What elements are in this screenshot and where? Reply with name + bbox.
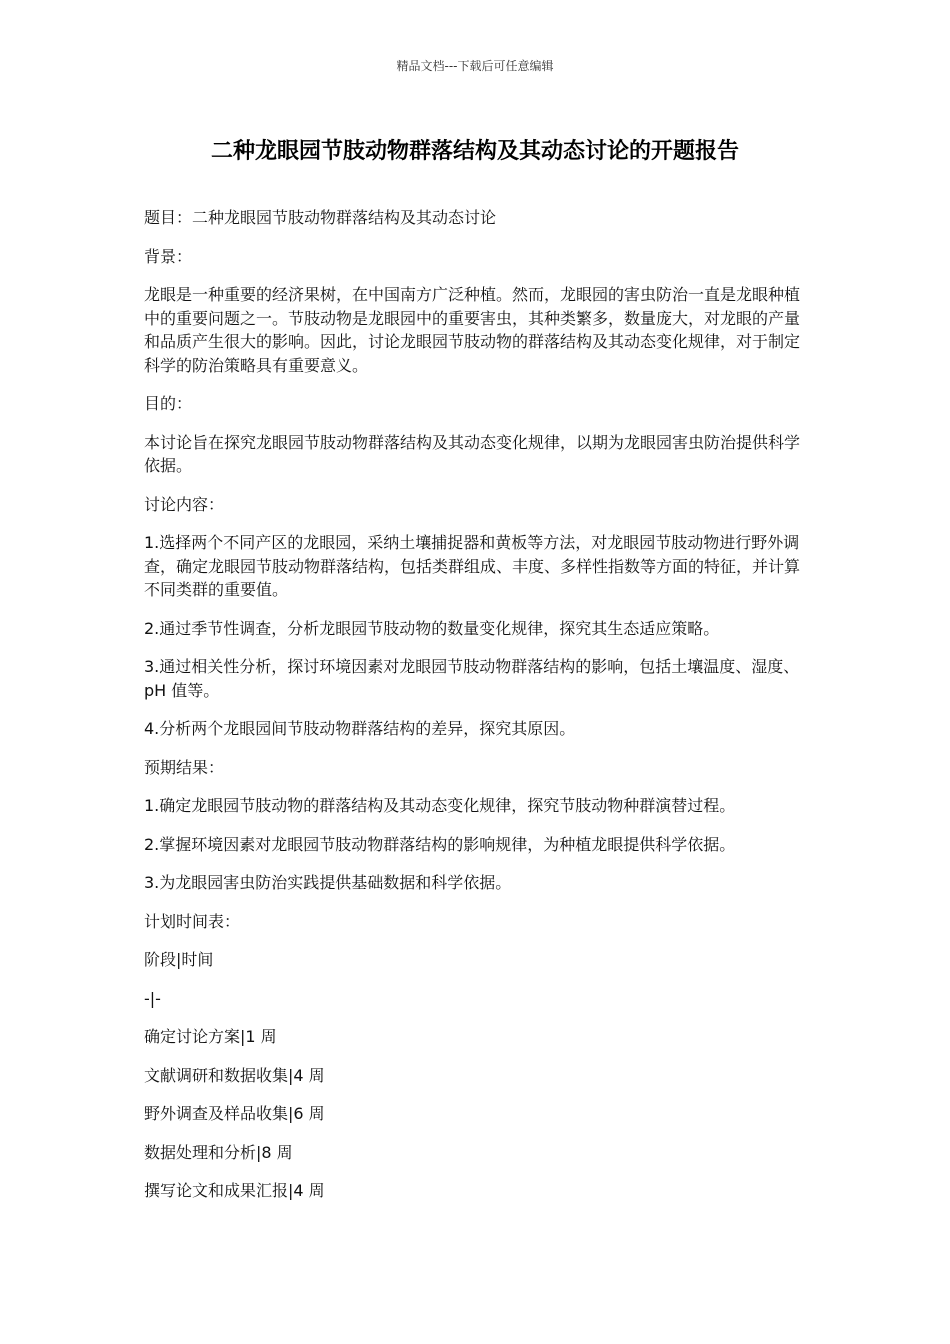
schedule-separator-row: -|-	[144, 988, 161, 1008]
schedule-row: 野外调查及样品收集|6 周	[144, 1104, 325, 1123]
section-heading-expected-results: 预期结果：	[144, 757, 225, 777]
background-paragraph: 龙眼是一种重要的经济果树，在中国南方广泛种植。然而，龙眼园的害虫防治一直是龙眼种植中的重要问题之一。节肢动物是龙眼园中的重要害虫，其种类繁多，数量庞大，对龙眼的产量和品质产生很大的影响。因此，讨论龙眼园节肢动物的群落结构及其动态变化规律，对于制定科学的防治策略具有重要意义。	[144, 285, 801, 375]
section-heading-purpose: 目的：	[144, 394, 193, 413]
topic-line: 题目：二种龙眼园节肢动物群落结构及其动态讨论	[144, 208, 497, 227]
section-heading-schedule: 计划时间表：	[144, 911, 241, 931]
result-item-3: 3.为龙眼园害虫防治实践提供基础数据和科学依据。	[144, 873, 512, 892]
content-item-1: 1.选择两个不同产区的龙眼园，采纳土壤捕捉器和黄板等方法，对龙眼园节肢动物进行野外调查，确定龙眼园节肢动物群落结构，包括类群组成、丰度、多样性指数等方面的特征，并计算不同类群的重要值。	[144, 533, 801, 599]
document-body	[144, 206, 806, 1218]
result-item-2: 2.掌握环境因素对龙眼园节肢动物群落结构的影响规律，为种植龙眼提供科学依据。	[144, 834, 736, 854]
section-heading-content: 讨论内容：	[144, 494, 225, 514]
purpose-paragraph: 本讨论旨在探究龙眼园节肢动物群落结构及其动态变化规律，以期为龙眼园害虫防治提供科学依据。	[144, 432, 801, 475]
result-item-1: 1.确定龙眼园节肢动物的群落结构及其动态变化规律，探究节肢动物种群演替过程。	[144, 796, 736, 815]
schedule-row: 确定讨论方案|1 周	[144, 1027, 277, 1046]
content-item-3: 3.通过相关性分析，探讨环境因素对龙眼园节肢动物群落结构的影响，包括土壤温度、湿度、pH 值等。	[144, 657, 800, 700]
schedule-header-row: 阶段|时间	[144, 950, 214, 969]
content-item-4: 4.分析两个龙眼园间节肢动物群落结构的差异，探究其原因。	[144, 719, 576, 738]
header-note: 精品文档---下载后可任意编辑	[396, 59, 554, 73]
schedule-row: 数据处理和分析|8 周	[144, 1142, 293, 1162]
section-heading-background: 背景：	[144, 246, 193, 266]
schedule-row: 文献调研和数据收集|4 周	[144, 1065, 325, 1085]
document-title: 二种龙眼园节肢动物群落结构及其动态讨论的开题报告	[210, 139, 739, 164]
schedule-row: 撰写论文和成果汇报|4 周	[144, 1181, 325, 1200]
content-item-2: 2.通过季节性调查，分析龙眼园节肢动物的数量变化规律，探究其生态适应策略。	[144, 618, 720, 638]
